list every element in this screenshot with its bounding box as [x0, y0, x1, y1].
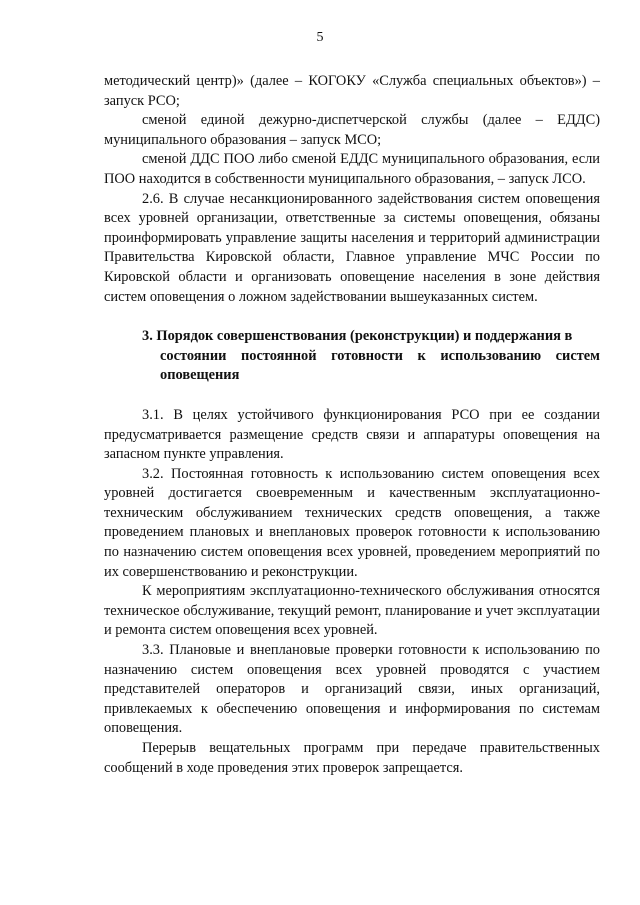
paragraph-3-1: 3.1. В целях устойчивого функционирования РСО при ее создании предусматривается размещение средств связи и аппаратуры оповещения на запасном пункте управления.: [104, 406, 600, 463]
paragraph-edds: сменой единой дежурно-диспетчерской службы (далее – ЕДДС) муниципального образования – запуск МСО;: [104, 112, 600, 148]
page-number: 5: [316, 30, 324, 45]
paragraph-3-3: 3.3. Плановые и внеплановые проверки готовности к использованию по назначению систем оповещения всех уровней проводятся с участием представителей операторов и организаций связи, иных организаций, привлекаемых к обеспечению оповещения и информирования по системам оповещения.: [104, 642, 600, 737]
paragraph-continuation: методический центр)» (далее – КОГОКУ «Служба специальных объектов») – запуск РСО;: [104, 73, 600, 109]
section-3-heading: [104, 327, 600, 386]
section-3-heading-line1: 3. Порядок совершенствования (реконструкции) и поддержания в: [142, 328, 573, 345]
paragraph-maintenance: К мероприятиям эксплуатационно-технического обслуживания относятся техническое обслуживание, текущий ремонт, планирование и учет эксплуатации и ремонта систем оповещения всех уровней.: [104, 583, 600, 639]
paragraph-dds-poo: сменой ДДС ПОО либо сменой ЕДДС муниципального образования, если ПОО находится в собственности муниципального образования, – запуск ЛСО.: [104, 151, 600, 187]
document-body: [104, 72, 600, 778]
paragraph-3-2: 3.2. Постоянная готовность к использованию систем оповещения всех уровней достигается своевременным и качественным эксплуатационно-техническим обслуживанием технических средств оповещения, а также проведением плановых и внеплановых проверок готовности к использованию по назначению систем оповещения всех уровней, проведением мероприятий по их совершенствованию и реконструкции.: [104, 465, 600, 580]
paragraph-2-6: 2.6. В случае несанкционированного задействования систем оповещения всех уровней организации, ответственные за системы оповещения, обязаны проинформировать управление защиты населения и территорий администрации Правительства Кировской области, Главное управление МЧС России по Кировской области и организовать оповещение населения в зоне действия систем оповещения о ложном задействовании вышеуказанных систем.: [104, 190, 600, 305]
paragraph-broadcast-break: Перерыв вещательных программ при передаче правительственных сообщений в ходе проведения этих проверок запрещается.: [104, 740, 600, 776]
section-3-heading-line2: состоянии постоянной готовности к использованию систем оповещения: [160, 347, 600, 384]
